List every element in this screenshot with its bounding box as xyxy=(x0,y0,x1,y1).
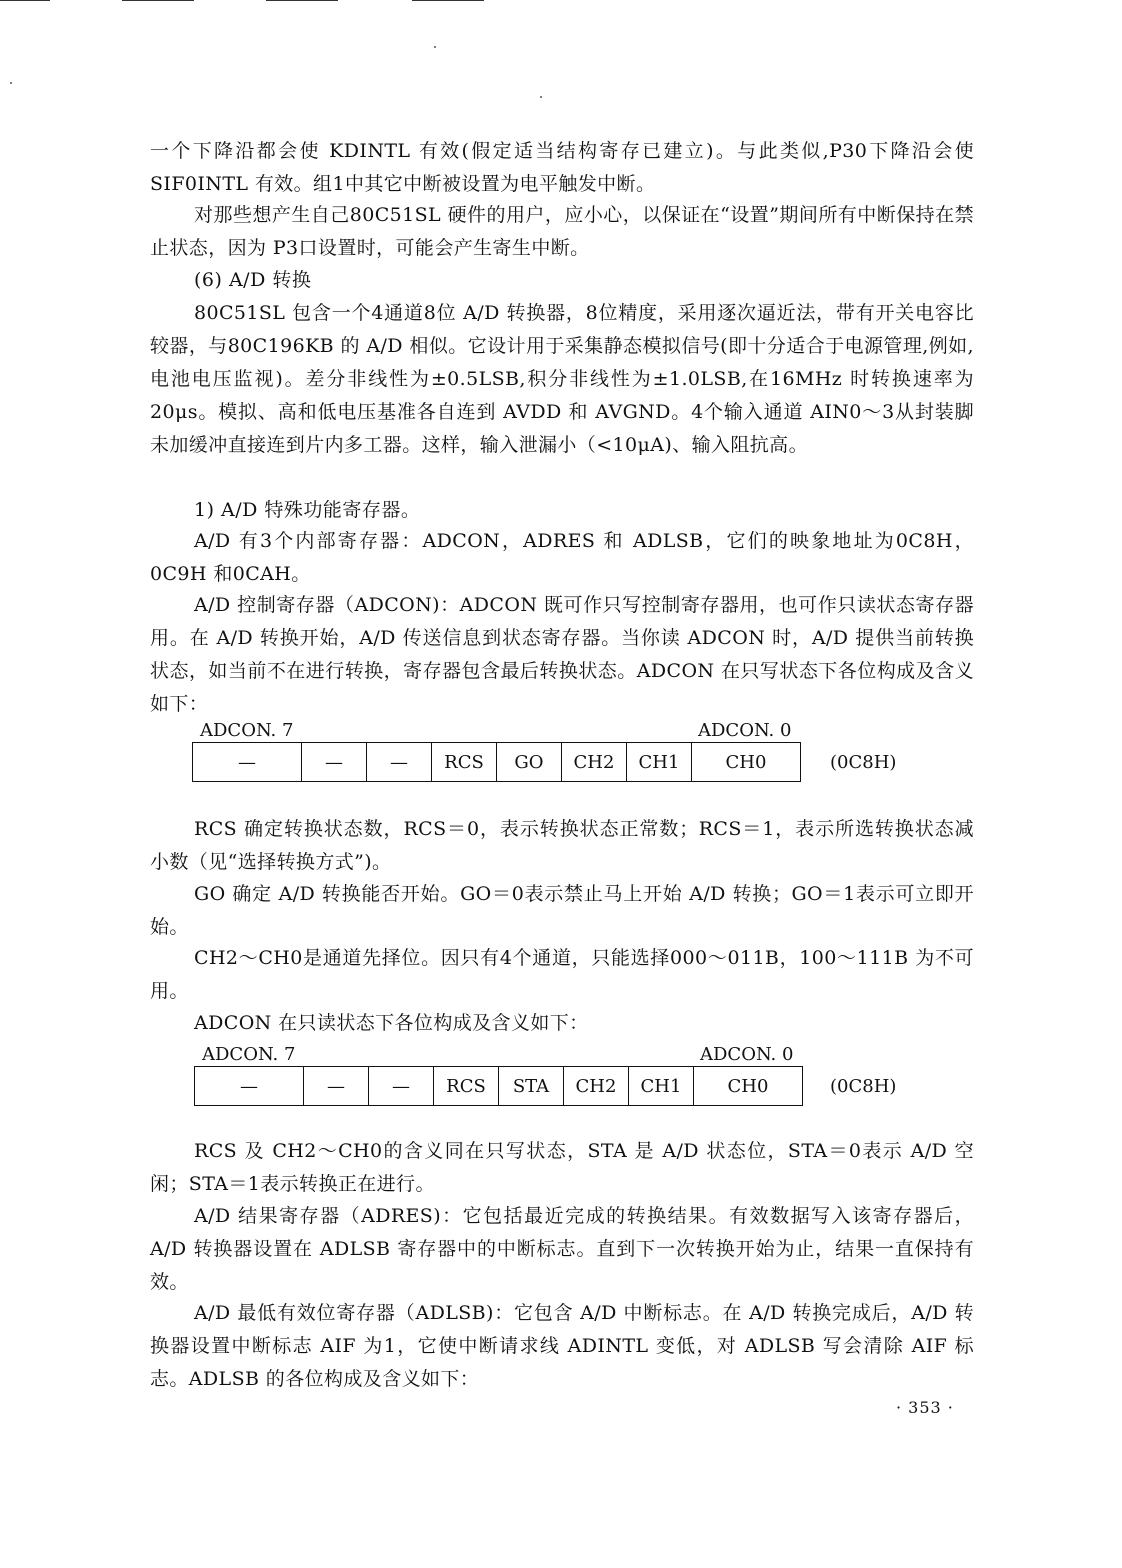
bit-cell: RCS xyxy=(432,743,497,782)
subsection-heading: 1) A/D 特殊功能寄存器。 xyxy=(194,499,421,521)
paragraph: A/D 最低有效位寄存器（ADLSB)：它包含 A/D 中断标志。在 A/D 转换完成后，A/D 转换器设置中断标志 AIF 为1，它使中断请求线 ADINTL 变低，对 ADLSB 写会清除 AIF 标志。ADLSB 的各位构成及含义如下： xyxy=(150,1302,974,1390)
bit-cell: GO xyxy=(497,743,562,782)
paragraph: A/D 有3个内部寄存器：ADCON，ADRES 和 ADLSB，它们的映象地址为0C8H，0C9H 和0CAH。 xyxy=(150,530,974,585)
scan-edge-mark xyxy=(412,0,484,1)
adcon-read-register xyxy=(194,1044,974,1114)
register-address: (0C8H) xyxy=(830,1076,897,1097)
register-address: (0C8H) xyxy=(830,752,897,773)
scan-speck xyxy=(10,82,12,84)
bit-cell: CH1 xyxy=(629,1067,694,1106)
paragraph: RCS 确定转换状态数，RCS＝0，表示转换状态正常数；RCS＝1，表示所选转换状态减小数（见“选择转换方式”)。 xyxy=(150,818,974,873)
scan-speck xyxy=(434,46,436,48)
register-lsb-label: ADCON. 0 xyxy=(700,1044,794,1065)
bit-cell: — xyxy=(193,743,302,782)
bit-cell: — xyxy=(367,743,432,782)
paragraph: A/D 控制寄存器（ADCON)：ADCON 既可作只写控制寄存器用，也可作只读状态寄存器用。在 A/D 转换开始，A/D 传送信息到状态寄存器。当你读 ADCON 时，A/D 提供当前转换状态，如当前不在进行转换，寄存器包含最后转换状态。ADCON 在只写状态下各位构成及含义如下： xyxy=(150,594,974,715)
register-lsb-label: ADCON. 0 xyxy=(698,720,792,741)
scan-edge-mark xyxy=(0,0,50,1)
bit-cell: CH1 xyxy=(627,743,692,782)
bit-cell: CH0 xyxy=(694,1067,803,1106)
bit-cell: CH2 xyxy=(564,1067,629,1106)
bit-cell: CH2 xyxy=(562,743,627,782)
adcon-write-register xyxy=(192,720,972,790)
paragraph: A/D 结果寄存器（ADRES)：它包括最近完成的转换结果。有效数据写入该寄存器后，A/D 转换器设置在 ADLSB 寄存器中的中断标志。直到下一次转换开始为止，结果一直保持有效。 xyxy=(150,1205,974,1293)
bit-cell: STA xyxy=(499,1067,564,1106)
register-bit-table xyxy=(192,742,801,782)
register-msb-label: ADCON. 7 xyxy=(200,720,294,741)
bit-cell: — xyxy=(369,1067,434,1106)
bit-cell: — xyxy=(304,1067,369,1106)
section-heading: (6) A/D 转换 xyxy=(194,269,312,291)
paragraph: 80C51SL 包含一个4通道8位 A/D 转换器，8位精度，采用逐次逼近法，带有开关电容比较器，与80C196KB 的 A/D 相似。它设计用于采集静态模拟信号(即十分适合于电源管理,例如,电池电压监视)。差分非线性为±0.5LSB,积分非线性为±1.0LSB,在16MHz 时转换速率为20μs。模拟、高和低电压基准各自连到 AVDD 和 AVGND。4个输入通道 AIN0～3从封装脚未加缓冲直接连到片内多工器。这样，输入泄漏小（<10μA)、输入阻抗高。 xyxy=(150,302,974,456)
bit-cell: CH0 xyxy=(692,743,801,782)
scan-edge-mark xyxy=(122,0,194,1)
bit-cell: — xyxy=(302,743,367,782)
paragraph: 对那些想产生自己80C51SL 硬件的用户，应小心，以保证在“设置”期间所有中断保持在禁止状态，因为 P3口设置时，可能会产生寄生中断。 xyxy=(150,204,974,259)
paragraph: RCS 及 CH2～CH0的含义同在只写状态，STA 是 A/D 状态位，STA＝0表示 A/D 空闲；STA＝1表示转换正在进行。 xyxy=(150,1140,974,1195)
paragraph: 一个下降沿都会使 KDINTL 有效(假定适当结构寄存已建立)。与此类似,P30下降沿会使 SIF0INTL 有效。组1中其它中断被设置为电平触发中断。 xyxy=(150,140,974,195)
paragraph: CH2～CH0是通道先择位。因只有4个通道，只能选择000～011B，100～111B 为不可用。 xyxy=(150,947,974,1002)
bit-cell: — xyxy=(195,1067,304,1106)
scan-speck xyxy=(540,96,542,98)
register-bit-table xyxy=(194,1066,803,1106)
register-msb-label: ADCON. 7 xyxy=(202,1044,296,1065)
bit-cell: RCS xyxy=(434,1067,499,1106)
paragraph: GO 确定 A/D 转换能否开始。GO＝0表示禁止马上开始 A/D 转换；GO＝1表示可立即开始。 xyxy=(150,883,974,938)
scan-edge-mark xyxy=(266,0,338,1)
paragraph: ADCON 在只读状态下各位构成及含义如下： xyxy=(194,1012,589,1034)
page-number: · 353 · xyxy=(896,1398,954,1417)
